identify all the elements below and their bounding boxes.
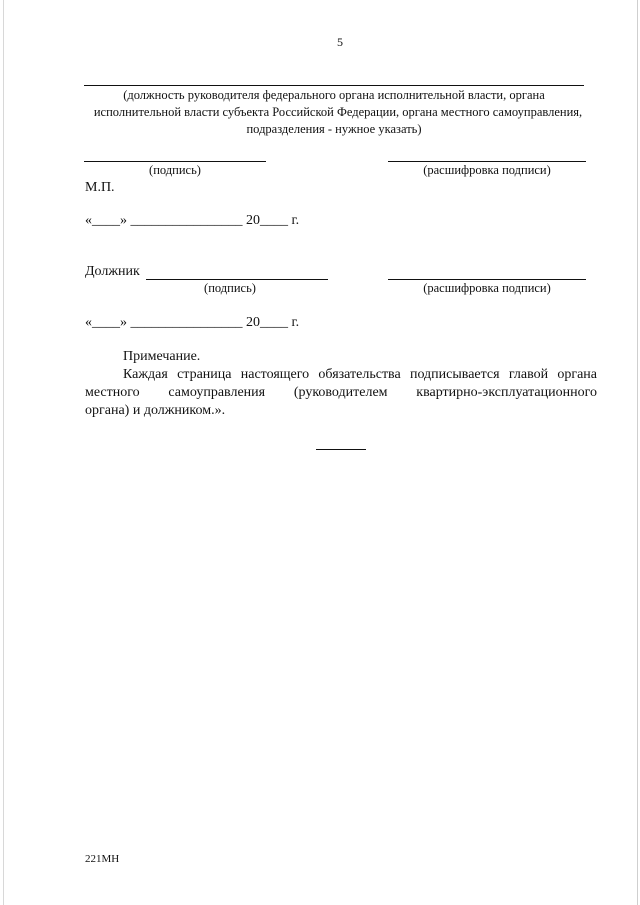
- date-line-2: «____» ________________ 20____ г.: [85, 315, 300, 330]
- position-line: [84, 85, 584, 86]
- decoding-caption-1: (расшифровка подписи): [423, 163, 551, 177]
- footer-code: 221МН: [85, 853, 120, 865]
- position-caption-line-2: исполнительной власти субъекта Российской Федерации, органа местного самоуправления,: [93, 105, 583, 119]
- signature-caption-1: (подпись): [149, 163, 201, 177]
- scan-edge-right: [637, 0, 638, 905]
- position-caption-line-3: подразделения - нужное указать): [246, 122, 422, 136]
- note-text-line-2: местного самоуправления (руководителем квартирно-эксплуатационного: [85, 385, 597, 400]
- date-line-1: «____» ________________ 20____ г.: [85, 213, 300, 228]
- scan-edge-left: [3, 0, 4, 905]
- note-title: Примечание.: [123, 349, 201, 364]
- decoding-caption-2: (расшифровка подписи): [423, 281, 551, 295]
- note-text-line-3: органа) и должником.».: [85, 403, 226, 418]
- debtor-label: Должник: [85, 264, 140, 279]
- signature-caption-2: (подпись): [204, 281, 256, 295]
- position-caption-line-1: (должность руководителя федерального органа исполнительной власти, органа: [123, 88, 545, 102]
- closing-rule: [316, 449, 366, 450]
- stamp-mark: М.П.: [85, 180, 115, 195]
- page-number: 5: [337, 35, 343, 49]
- note-text-line-1: Каждая страница настоящего обязательства подписывается главой органа: [123, 367, 597, 382]
